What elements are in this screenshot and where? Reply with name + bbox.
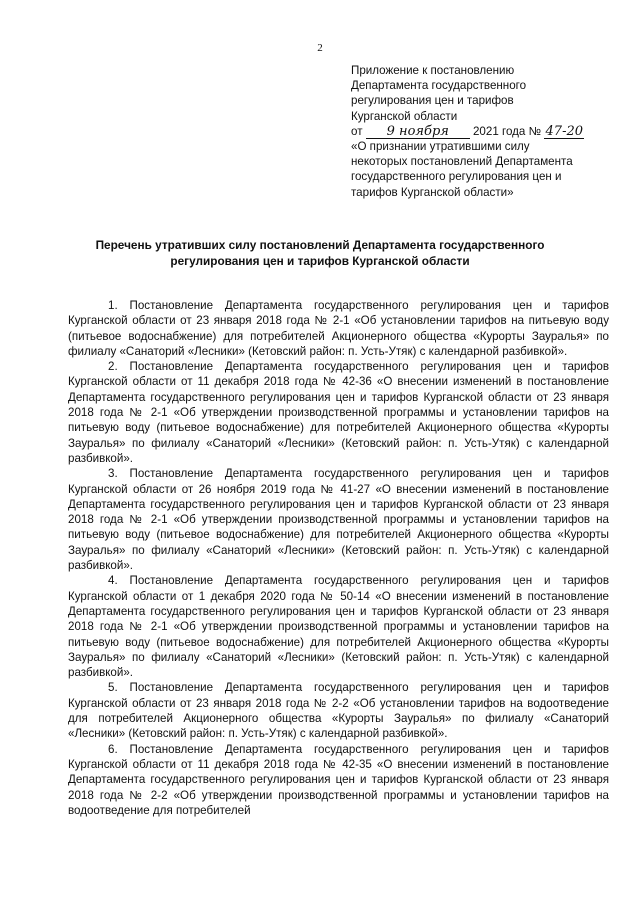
list-item-text: 5. Постановление Департамента государственного регулирования цен и тарифов Курганской области от 23 января 2018 года № 2-2 «Об установлении тарифов на водоотведение для потребителей Акционерного общества «Курорты Зауралья» по филиалу «Санаторий «Лесники» (Кетовский район: п. Усть-Утяк) с календарной разбивкой». [68, 681, 609, 741]
list-item [68, 466, 609, 573]
list-item-text: 2. Постановление Департамента государственного регулирования цен и тарифов Курганской области от 11 декабря 2018 года № 42-36 «О внесении изменений в постановление Департамента государственного регулирования цен и тарифов Курганской области от 23 января 2018 года № 2-1 «Об утверждении производственной программы и установлении тарифов на питьевую воду (питьевое водоснабжение) для потребителей Акционерного общества «Курорты Зауралья» по филиалу «Санаторий «Лесники» (Кетовский район: п. Усть-Утяк) с календарной разбивкой». [68, 360, 609, 465]
document-title [40, 238, 600, 269]
list-item-text: 4. Постановление Департамента государственного регулирования цен и тарифов Курганской области от 1 декабря 2020 года № 50-14 «О внесении изменений в постановление Департамента государственного регулирования цен и тарифов Курганской области от 23 января 2018 года № 2-1 «Об утверждении производственной программы и установлении тарифов на питьевую воду (питьевое водоснабжение) для потребителей Акционерного общества «Курорты Зауралья» по филиалу «Санаторий «Лесники» (Кетовский район: п. Усть-Утяк) с календарной разбивкой». [68, 574, 609, 680]
appendix-header [351, 63, 621, 200]
page-number: 2 [317, 42, 323, 54]
list-item-text: 6. Постановление Департамента государственного регулирования цен и тарифов Курганской области от 11 декабря 2018 года № 42-35 «О внесении изменений в постановление Департамента государственного регулирования цен и тарифов Курганской области от 23 января 2018 года № 2-2 «Об утверждении производственной программы и установлении тарифов на водоотведение для потребителей [68, 742, 609, 817]
appendix-subject-line: «О признании утратившими силу [351, 140, 530, 154]
appendix-date-line [351, 124, 621, 139]
appendix-line: Департамента государственного [351, 79, 527, 93]
handwritten-number: 47-20 [545, 123, 584, 139]
appendix-subject-line: государственного регулирования цен и [351, 170, 562, 184]
appendix-line: регулирования цен и тарифов [351, 94, 514, 108]
appendix-subject-line: тарифов Курганской области» [351, 185, 514, 199]
list-item [68, 742, 609, 818]
title-line: Перечень утративших силу постановлений Департамента государственного [95, 238, 545, 252]
list-item-text: 1. Постановление Департамента государственного регулирования цен и тарифов Курганской области от 23 января 2018 года № 2-1 «Об установлении тарифов на питьевую воду (питьевое водоснабжение) для потребителей Акционерного общества «Курорты Зауралья» по филиалу «Санаторий «Лесники» (Кетовский район: п. Усть-Утяк) с календарной разбивкой». [68, 299, 609, 358]
title-line: регулирования цен и тарифов Курганской области [170, 253, 470, 268]
list-item [68, 298, 609, 359]
year-label: 2021 года № [472, 124, 542, 138]
list-item [68, 359, 609, 466]
from-label: от [351, 124, 363, 138]
handwritten-date: 9 ноября [366, 125, 470, 139]
appendix-subject-line: некоторых постановлений Департамента [351, 155, 573, 169]
document-body [68, 298, 609, 818]
list-item [68, 680, 609, 741]
appendix-line: Приложение к постановлению [351, 64, 515, 77]
appendix-line: Курганской области [351, 109, 458, 123]
list-item [68, 573, 609, 680]
list-item-text: 3. Постановление Департамента государственного регулирования цен и тарифов Курганской области от 26 ноября 2019 года № 41-27 «О внесении изменений в постановление Департамента государственного регулирования цен и тарифов Курганской области от 23 января 2018 года № 2-1 «Об утверждении производственной программы и установлении тарифов на питьевую воду (питьевое водоснабжение) для потребителей Акционерного общества «Курорты Зауралья» по филиалу «Санаторий «Лесники» (Кетовский район: п. Усть-Утяк) с календарной разбивкой». [68, 467, 609, 573]
